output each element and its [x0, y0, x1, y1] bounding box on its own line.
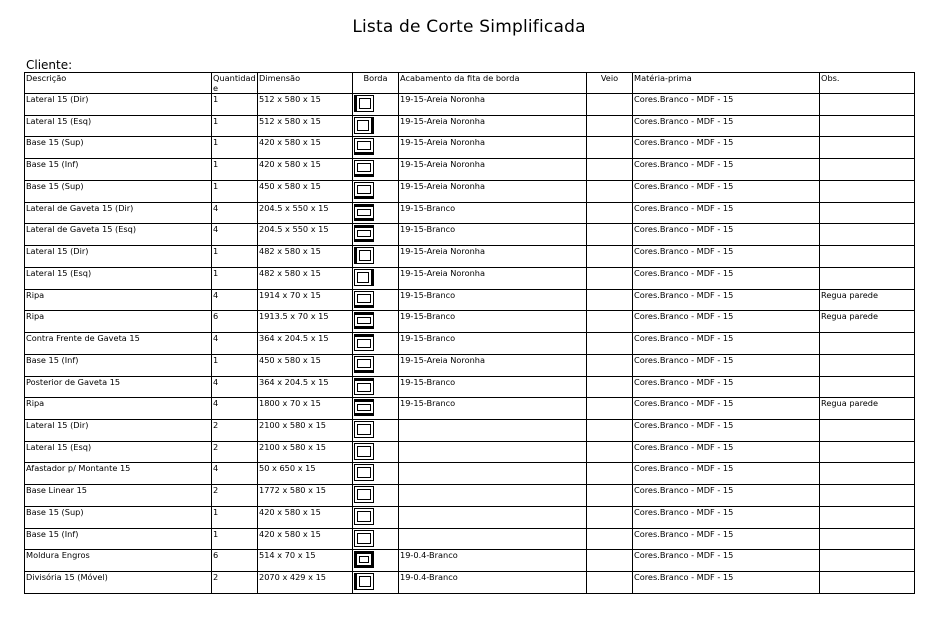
cell-descricao: Posterior de Gaveta 15 — [25, 376, 212, 398]
cell-dimensao: 50 x 650 x 15 — [258, 463, 353, 485]
edge-band-icon — [354, 182, 374, 199]
table-row — [25, 463, 915, 485]
cell-dimensao: 450 x 580 x 15 — [258, 180, 353, 202]
cell-obs — [820, 202, 915, 224]
cell-veio — [587, 159, 633, 181]
cell-obs — [820, 441, 915, 463]
cell-acabamento: 19-15-Branco — [399, 202, 587, 224]
cell-materia-prima: Cores.Branco - MDF - 15 — [633, 506, 820, 528]
cell-dimensao: 204.5 x 550 x 15 — [258, 224, 353, 246]
edge-band-icon — [354, 117, 374, 134]
edge-band-icon — [354, 138, 374, 155]
cell-borda — [353, 376, 399, 398]
table-row — [25, 115, 915, 137]
client-label: Cliente: — [26, 58, 73, 72]
cell-acabamento: 19-0.4-Branco — [399, 550, 587, 572]
cell-materia-prima: Cores.Branco - MDF - 15 — [633, 202, 820, 224]
cell-obs — [820, 224, 915, 246]
table-row — [25, 202, 915, 224]
cell-borda — [353, 202, 399, 224]
table-row — [25, 398, 915, 420]
header-quantidade: Quantidade — [213, 73, 256, 93]
cell-dimensao: 420 x 580 x 15 — [258, 528, 353, 550]
cell-quantidade: 4 — [212, 333, 258, 355]
cell-obs — [820, 94, 915, 116]
cell-acabamento: 19-15-Branco — [399, 398, 587, 420]
edge-band-icon — [354, 95, 374, 112]
cell-obs — [820, 550, 915, 572]
cell-quantidade: 6 — [212, 311, 258, 333]
cell-quantidade: 1 — [212, 159, 258, 181]
cell-quantidade: 4 — [212, 463, 258, 485]
cell-descricao: Lateral 15 (Esq) — [25, 441, 212, 463]
cell-borda — [353, 246, 399, 268]
cell-veio — [587, 506, 633, 528]
cell-quantidade: 2 — [212, 420, 258, 442]
cell-quantidade: 4 — [212, 376, 258, 398]
edge-band-icon — [354, 312, 374, 329]
cell-dimensao: 2100 x 580 x 15 — [258, 441, 353, 463]
edge-band-icon — [354, 551, 374, 568]
panel-outline-icon — [357, 120, 369, 131]
panel-outline-icon — [357, 533, 371, 544]
table-row — [25, 441, 915, 463]
cell-descricao: Base 15 (Inf) — [25, 159, 212, 181]
table-row — [25, 159, 915, 181]
cell-dimensao: 420 x 580 x 15 — [258, 159, 353, 181]
cell-materia-prima: Cores.Branco - MDF - 15 — [633, 115, 820, 137]
cell-obs — [820, 485, 915, 507]
cell-borda — [353, 463, 399, 485]
cell-obs — [820, 528, 915, 550]
cell-veio — [587, 115, 633, 137]
cell-materia-prima: Cores.Branco - MDF - 15 — [633, 246, 820, 268]
cell-borda — [353, 224, 399, 246]
cell-veio — [587, 267, 633, 289]
cell-veio — [587, 485, 633, 507]
cell-descricao: Ripa — [25, 398, 212, 420]
panel-outline-icon — [359, 576, 371, 587]
cell-veio — [587, 376, 633, 398]
edge-band-icon — [354, 464, 374, 481]
header-veio: Veio — [587, 73, 633, 94]
cell-descricao: Base 15 (Sup) — [25, 137, 212, 159]
edge-band-icon — [354, 269, 374, 286]
panel-outline-icon — [357, 339, 371, 348]
cell-quantidade: 1 — [212, 137, 258, 159]
cell-veio — [587, 246, 633, 268]
cell-descricao: Afastador p/ Montante 15 — [25, 463, 212, 485]
cell-veio — [587, 202, 633, 224]
cell-materia-prima: Cores.Branco - MDF - 15 — [633, 463, 820, 485]
cell-veio — [587, 137, 633, 159]
cell-dimensao: 364 x 204.5 x 15 — [258, 333, 353, 355]
cell-acabamento — [399, 528, 587, 550]
cell-quantidade: 1 — [212, 354, 258, 376]
cell-descricao: Base 15 (Sup) — [25, 180, 212, 202]
panel-outline-icon — [359, 556, 369, 563]
table-row — [25, 333, 915, 355]
cell-obs — [820, 463, 915, 485]
cell-descricao: Ripa — [25, 311, 212, 333]
cell-veio — [587, 354, 633, 376]
cell-quantidade: 2 — [212, 485, 258, 507]
panel-outline-icon — [357, 359, 371, 368]
cell-quantidade: 1 — [212, 180, 258, 202]
edge-band-icon — [354, 225, 374, 242]
cell-veio — [587, 441, 633, 463]
edge-band-icon — [354, 486, 374, 503]
cell-borda — [353, 550, 399, 572]
cell-acabamento: 19-15-Branco — [399, 311, 587, 333]
cell-descricao: Base 15 (Sup) — [25, 506, 212, 528]
cell-veio — [587, 289, 633, 311]
cell-dimensao: 1772 x 580 x 15 — [258, 485, 353, 507]
page-title: Lista de Corte Simplificada — [352, 17, 586, 37]
cell-materia-prima: Cores.Branco - MDF - 15 — [633, 354, 820, 376]
table-row — [25, 224, 915, 246]
edge-band-icon — [354, 508, 374, 525]
cell-descricao: Ripa — [25, 289, 212, 311]
table-row — [25, 289, 915, 311]
cell-descricao: Contra Frente de Gaveta 15 — [25, 333, 212, 355]
cell-descricao: Lateral 15 (Dir) — [25, 246, 212, 268]
cell-acabamento: 19-15-Areia Noronha — [399, 137, 587, 159]
cell-obs — [820, 572, 915, 594]
table-row — [25, 180, 915, 202]
cell-borda — [353, 137, 399, 159]
cell-acabamento: 19-15-Branco — [399, 224, 587, 246]
cell-obs — [820, 246, 915, 268]
cell-acabamento — [399, 463, 587, 485]
panel-outline-icon — [357, 272, 369, 283]
cell-borda — [353, 528, 399, 550]
cell-veio — [587, 224, 633, 246]
cell-quantidade: 4 — [212, 289, 258, 311]
cell-dimensao: 420 x 580 x 15 — [258, 137, 353, 159]
table-row — [25, 485, 915, 507]
cell-quantidade: 1 — [212, 115, 258, 137]
edge-band-icon — [354, 356, 374, 373]
cell-borda — [353, 289, 399, 311]
table-row — [25, 311, 915, 333]
cell-acabamento: 19-15-Branco — [399, 376, 587, 398]
edge-band-icon — [354, 334, 374, 351]
table-header-row — [25, 73, 915, 94]
cell-borda — [353, 354, 399, 376]
cell-borda — [353, 485, 399, 507]
cell-quantidade: 4 — [212, 398, 258, 420]
table-row — [25, 528, 915, 550]
panel-outline-icon — [357, 489, 371, 500]
edge-band-icon — [354, 399, 374, 416]
cell-materia-prima: Cores.Branco - MDF - 15 — [633, 311, 820, 333]
cell-veio — [587, 420, 633, 442]
edge-band-icon — [354, 247, 374, 264]
cell-descricao: Moldura Engros — [25, 550, 212, 572]
cell-dimensao: 482 x 580 x 15 — [258, 267, 353, 289]
cut-list-table — [24, 72, 915, 594]
cell-acabamento: 19-15-Areia Noronha — [399, 94, 587, 116]
table-row — [25, 354, 915, 376]
cell-dimensao: 512 x 580 x 15 — [258, 94, 353, 116]
panel-outline-icon — [357, 185, 371, 194]
cell-veio — [587, 550, 633, 572]
cell-quantidade: 1 — [212, 506, 258, 528]
edge-band-icon — [354, 291, 374, 308]
cell-materia-prima: Cores.Branco - MDF - 15 — [633, 550, 820, 572]
cell-acabamento: 19-15-Branco — [399, 333, 587, 355]
cell-quantidade: 6 — [212, 550, 258, 572]
cell-materia-prima: Cores.Branco - MDF - 15 — [633, 333, 820, 355]
cell-acabamento: 19-15-Areia Noronha — [399, 180, 587, 202]
cell-descricao: Lateral de Gaveta 15 (Esq) — [25, 224, 212, 246]
cell-materia-prima: Cores.Branco - MDF - 15 — [633, 224, 820, 246]
cell-veio — [587, 398, 633, 420]
panel-outline-icon — [357, 209, 371, 216]
cell-materia-prima: Cores.Branco - MDF - 15 — [633, 420, 820, 442]
cell-acabamento: 19-0.4-Branco — [399, 572, 587, 594]
cell-veio — [587, 94, 633, 116]
header-materia-prima: Matéria-prima — [633, 73, 820, 94]
cell-obs — [820, 180, 915, 202]
edge-band-icon — [354, 530, 374, 547]
panel-outline-icon — [357, 317, 371, 324]
panel-outline-icon — [357, 141, 371, 150]
cell-dimensao: 1800 x 70 x 15 — [258, 398, 353, 420]
cell-quantidade: 4 — [212, 224, 258, 246]
cell-acabamento — [399, 485, 587, 507]
cell-borda — [353, 398, 399, 420]
cell-borda — [353, 506, 399, 528]
cell-materia-prima: Cores.Branco - MDF - 15 — [633, 376, 820, 398]
cell-obs: Regua parede — [820, 311, 915, 333]
cell-descricao: Lateral 15 (Esq) — [25, 267, 212, 289]
cell-borda — [353, 311, 399, 333]
cell-materia-prima: Cores.Branco - MDF - 15 — [633, 159, 820, 181]
cell-borda — [353, 180, 399, 202]
panel-outline-icon — [357, 467, 371, 478]
panel-outline-icon — [357, 424, 371, 435]
cell-acabamento — [399, 420, 587, 442]
cell-descricao: Divisória 15 (Móvel) — [25, 572, 212, 594]
table-row — [25, 376, 915, 398]
cell-borda — [353, 333, 399, 355]
cell-materia-prima: Cores.Branco - MDF - 15 — [633, 94, 820, 116]
cell-borda — [353, 572, 399, 594]
edge-band-icon — [354, 204, 374, 221]
cell-veio — [587, 180, 633, 202]
cell-veio — [587, 528, 633, 550]
edge-band-icon — [354, 443, 374, 460]
cell-dimensao: 420 x 580 x 15 — [258, 506, 353, 528]
cell-materia-prima: Cores.Branco - MDF - 15 — [633, 137, 820, 159]
table-row — [25, 550, 915, 572]
cell-obs — [820, 267, 915, 289]
cell-borda — [353, 267, 399, 289]
panel-outline-icon — [357, 163, 371, 172]
table-row — [25, 506, 915, 528]
panel-outline-icon — [357, 294, 371, 303]
cell-obs — [820, 137, 915, 159]
cell-descricao: Lateral de Gaveta 15 (Dir) — [25, 202, 212, 224]
cell-descricao: Base 15 (Inf) — [25, 528, 212, 550]
cell-obs — [820, 354, 915, 376]
cell-dimensao: 514 x 70 x 15 — [258, 550, 353, 572]
edge-band-icon — [354, 421, 374, 438]
cell-obs — [820, 115, 915, 137]
cell-dimensao: 2070 x 429 x 15 — [258, 572, 353, 594]
panel-outline-icon — [357, 404, 371, 411]
header-borda: Borda — [353, 73, 399, 94]
panel-outline-icon — [357, 511, 371, 522]
cell-acabamento — [399, 441, 587, 463]
table-row — [25, 267, 915, 289]
cell-materia-prima: Cores.Branco - MDF - 15 — [633, 485, 820, 507]
cell-acabamento: 19-15-Areia Noronha — [399, 246, 587, 268]
cell-materia-prima: Cores.Branco - MDF - 15 — [633, 441, 820, 463]
cell-quantidade: 1 — [212, 528, 258, 550]
panel-outline-icon — [357, 230, 371, 237]
cell-materia-prima: Cores.Branco - MDF - 15 — [633, 267, 820, 289]
cell-descricao: Lateral 15 (Dir) — [25, 420, 212, 442]
cell-obs: Regua parede — [820, 289, 915, 311]
cell-borda — [353, 94, 399, 116]
table-row — [25, 137, 915, 159]
edge-band-icon — [354, 160, 374, 177]
cell-dimensao: 204.5 x 550 x 15 — [258, 202, 353, 224]
table-row — [25, 420, 915, 442]
cell-veio — [587, 572, 633, 594]
cell-quantidade: 4 — [212, 202, 258, 224]
cell-acabamento — [399, 506, 587, 528]
cell-veio — [587, 311, 633, 333]
cell-descricao: Lateral 15 (Dir) — [25, 94, 212, 116]
cell-borda — [353, 159, 399, 181]
cell-quantidade: 2 — [212, 572, 258, 594]
header-obs: Obs. — [820, 73, 915, 94]
cell-borda — [353, 115, 399, 137]
cell-obs — [820, 506, 915, 528]
cell-veio — [587, 333, 633, 355]
cell-acabamento: 19-15-Areia Noronha — [399, 115, 587, 137]
cell-quantidade: 1 — [212, 246, 258, 268]
cell-dimensao: 512 x 580 x 15 — [258, 115, 353, 137]
header-dimensao: Dimensão — [258, 73, 353, 94]
cell-quantidade: 1 — [212, 267, 258, 289]
cell-veio — [587, 463, 633, 485]
edge-band-icon — [354, 573, 374, 590]
cell-dimensao: 450 x 580 x 15 — [258, 354, 353, 376]
cell-dimensao: 1913.5 x 70 x 15 — [258, 311, 353, 333]
cell-descricao: Base Linear 15 — [25, 485, 212, 507]
panel-outline-icon — [357, 446, 371, 457]
cell-borda — [353, 441, 399, 463]
cell-obs — [820, 159, 915, 181]
cell-acabamento: 19-15-Areia Noronha — [399, 159, 587, 181]
cell-quantidade: 1 — [212, 94, 258, 116]
panel-outline-icon — [359, 250, 371, 261]
panel-outline-icon — [359, 98, 371, 109]
cell-acabamento: 19-15-Areia Noronha — [399, 267, 587, 289]
cell-descricao: Base 15 (Inf) — [25, 354, 212, 376]
cell-acabamento: 19-15-Areia Noronha — [399, 354, 587, 376]
cell-dimensao: 482 x 580 x 15 — [258, 246, 353, 268]
table-row — [25, 246, 915, 268]
cell-obs: Regua parede — [820, 398, 915, 420]
cell-borda — [353, 420, 399, 442]
cell-dimensao: 1914 x 70 x 15 — [258, 289, 353, 311]
panel-outline-icon — [357, 383, 371, 392]
cell-dimensao: 2100 x 580 x 15 — [258, 420, 353, 442]
cell-materia-prima: Cores.Branco - MDF - 15 — [633, 572, 820, 594]
cell-obs — [820, 420, 915, 442]
header-descricao: Descrição — [25, 73, 212, 94]
cell-dimensao: 364 x 204.5 x 15 — [258, 376, 353, 398]
table-row — [25, 572, 915, 594]
cell-acabamento: 19-15-Branco — [399, 289, 587, 311]
edge-band-icon — [354, 378, 374, 395]
table-row — [25, 94, 915, 116]
cell-materia-prima: Cores.Branco - MDF - 15 — [633, 398, 820, 420]
cell-descricao: Lateral 15 (Esq) — [25, 115, 212, 137]
cell-obs — [820, 376, 915, 398]
cell-obs — [820, 333, 915, 355]
header-acabamento: Acabamento da fita de borda — [399, 73, 587, 94]
cell-materia-prima: Cores.Branco - MDF - 15 — [633, 180, 820, 202]
cell-materia-prima: Cores.Branco - MDF - 15 — [633, 289, 820, 311]
cell-quantidade: 2 — [212, 441, 258, 463]
cell-materia-prima: Cores.Branco - MDF - 15 — [633, 528, 820, 550]
